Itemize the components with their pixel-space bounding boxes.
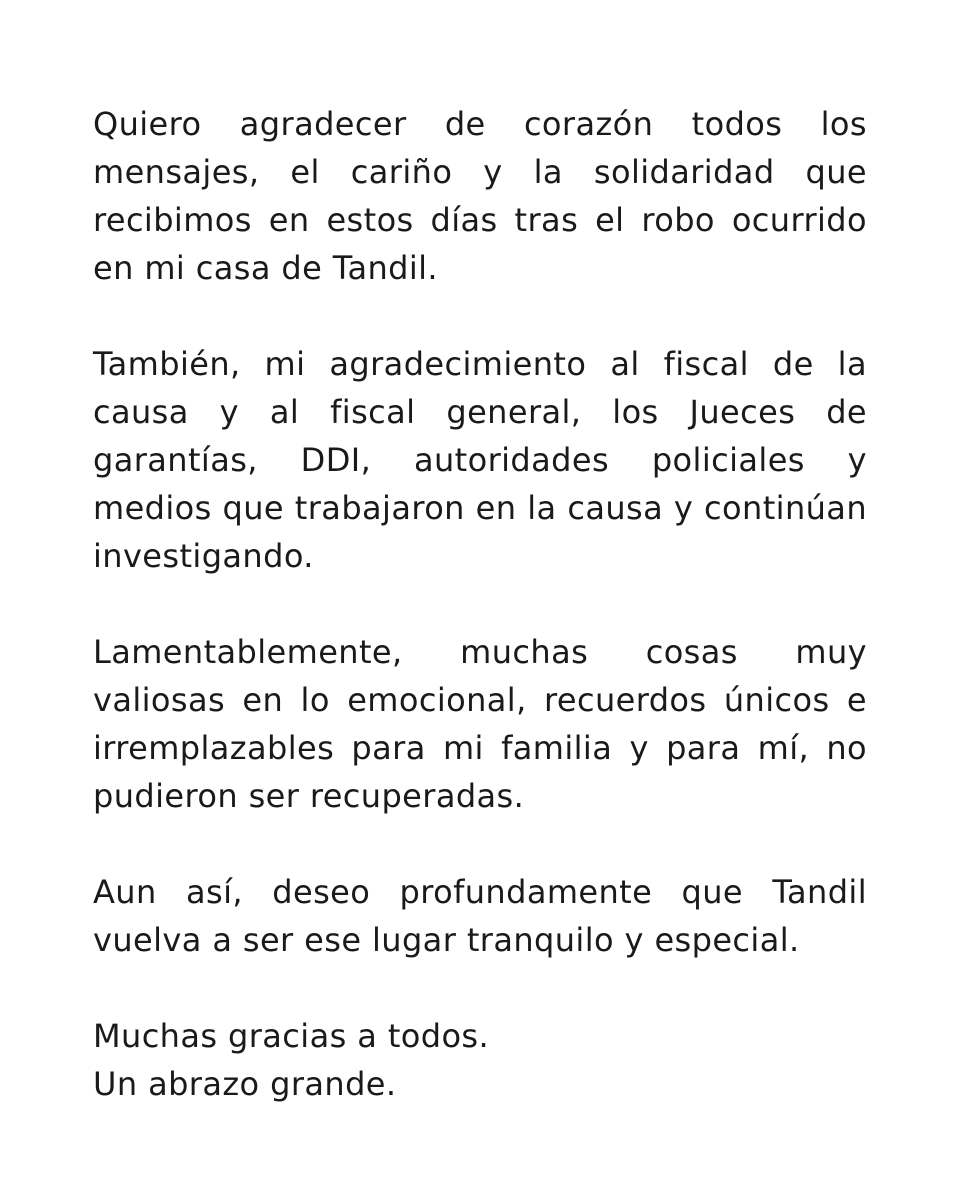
- closing-thanks: Muchas gracias a todos.: [93, 1017, 490, 1055]
- statement-text: [93, 100, 867, 1108]
- paragraph-gratitude: Quiero agradecer de corazón todos los mensajes, el cariño y la solidaridad que recibimos en estos días tras el robo ocurrido en mi casa de Tandil.: [93, 105, 867, 287]
- paragraph-hope: Aun así, deseo profundamente que Tandil vuelva a ser ese lugar tranquilo y especial.: [93, 873, 867, 959]
- paragraph-authorities: También, mi agradecimiento al fiscal de la causa y al fiscal general, los Jueces de garantías, DDI, autoridades policiales y medios que trabajaron en la causa y continúan investigando.: [93, 345, 867, 575]
- paragraph-loss: Lamentablemente, muchas cosas muy valiosas en lo emocional, recuerdos únicos e irremplazables para mi familia y para mí, no pudieron ser recuperadas.: [93, 633, 867, 815]
- closing-hug: Un abrazo grande.: [93, 1065, 397, 1103]
